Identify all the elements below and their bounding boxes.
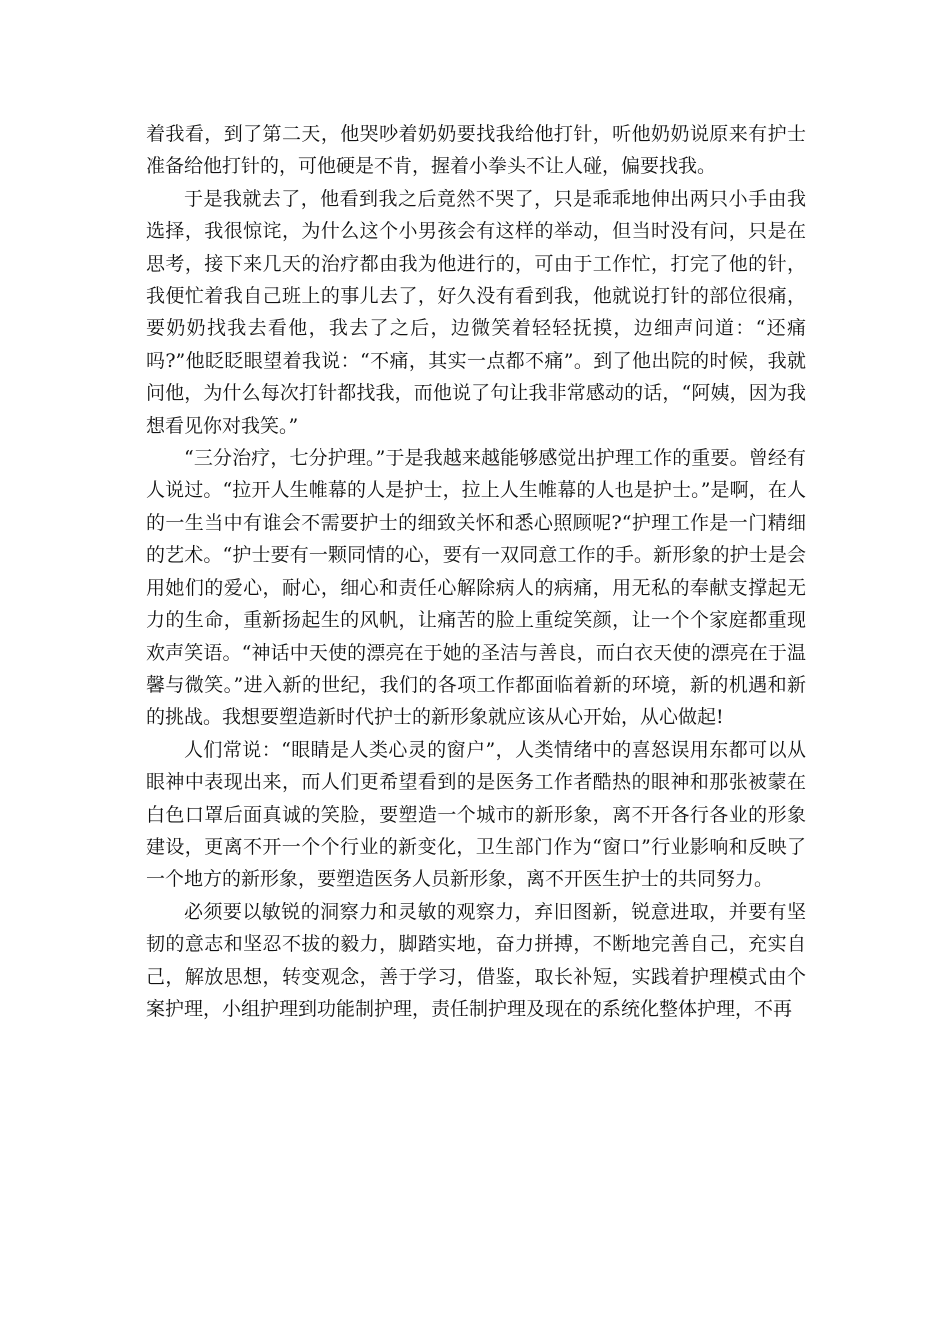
paragraph-insight-will: 必须要以敏锐的洞察力和灵敏的观察力，弃旧图新，锐意进取，并要有坚韧的意志和坚忍不拔的毅力，脚踏实地，奋力拼搏，不断地完善自己，充实自己，解放思想，转变观念，善于学习，借鉴，取长补短，实践着护理模式由个案护理，小组护理到功能制护理，责任制护理及现在的系统化整体护理，不再 <box>146 900 806 1020</box>
paragraph-eyes-window: 人们常说：“眼睛是人类心灵的窗户”，人类情绪中的喜怒误用东都可以从眼神中表现出来，而人们更希望看到的是医务工作者酷热的眼神和那张被蒙在白色口罩后面真诚的笑脸，要塑造一个城市的新形象，离不开各行各业的形象建设，更离不开一个个行业的新变化，卫生部门作为“窗口”行业影响和反映了一个地方的新形象，要塑造医务人员新形象，离不开医生护士的共同努力。 <box>146 738 806 891</box>
paragraph-boy-injection: 于是我就去了，他看到我之后竟然不哭了，只是乖乖地伸出两只小手由我选择，我很惊诧，为什么这个小男孩会有这样的举动，但当时没有问，只是在思考，接下来几天的治疗都由我为他进行的，可由于工作忙，打完了他的针，我便忙着我自己班上的事儿去了，好久没有看到我，他就说打针的部位很痛，要奶奶找我去看他，我去了之后，边微笑着轻轻抚摸，边细声问道：“还痛吗?”他眨眨眼望着我说：“不痛，其实一点都不痛”。到了他出院的时候，我就问他，为什么每次打针都找我，而他说了句让我非常感动的话，“阿姨，因为我想看见你对我笑。” <box>146 187 806 437</box>
document-body <box>146 118 806 1025</box>
paragraph-nursing-importance: “三分治疗，七分护理。”于是我越来越能够感觉出护理工作的重要。曾经有人说过。“拉开人生帷幕的人是护士，拉上人生帷幕的人也是护士。”是啊，在人的一生当中有谁会不需要护士的细致关怀和悉心照顾呢?“护理工作是一门精细的艺术。“护士要有一颗同情的心，要有一双同意工作的手。新形象的护士是会用她们的爱心，耐心，细心和责任心解除病人的病痛，用无私的奉献支撑起无力的生命，重新扬起生的风帆，让痛苦的脸上重绽笑颜，让一个个家庭都重现欢声笑语。“神话中天使的漂亮在于她的圣洁与善良，而白衣天使的漂亮在于温馨与微笑。”进入新的世纪，我们的各项工作都面临着新的环境，新的机遇和新的挑战。我想要塑造新时代护士的新形象就应该从心开始，从心做起! <box>146 447 806 729</box>
paragraph-continuation: 着我看，到了第二天，他哭吵着奶奶要找我给他打针，听他奶奶说原来有护士准备给他打针的，可他硬是不肯，握着小拳头不让人碰，偏要找我。 <box>146 123 806 178</box>
